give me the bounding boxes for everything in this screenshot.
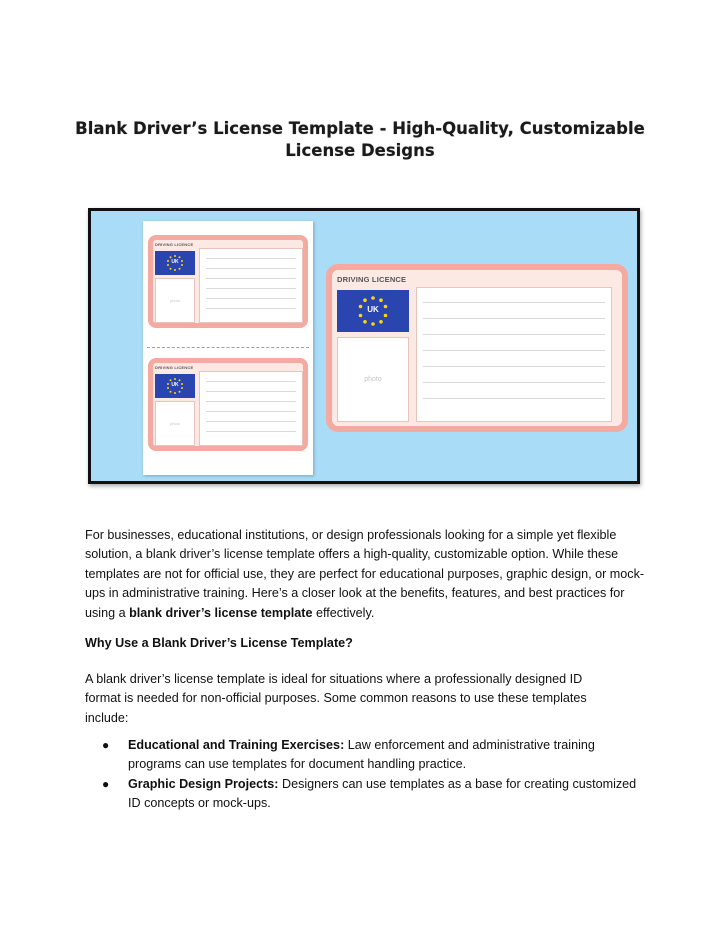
list-item-term: Educational and Training Exercises:: [128, 738, 345, 752]
intro-bold-term: blank driver’s license template: [129, 605, 313, 620]
card-header: DRIVING LICENCE: [155, 365, 194, 370]
eu-flag-icon: [337, 290, 409, 332]
licence-card-large: [326, 264, 628, 432]
list-item-term: Graphic Design Projects:: [128, 776, 279, 791]
benefits-list: [102, 736, 647, 814]
section-paragraph: A blank driver’s license template is ideal for situations where a professionally designed ID format is needed for non-official purposes. Some common reasons to use these templates include:: [85, 672, 587, 725]
photo-box: photo: [155, 278, 195, 323]
photo-box: photo: [155, 401, 195, 446]
section-heading: Why Use a Blank Driver’s License Template?: [85, 636, 353, 650]
bullet-icon: ●: [102, 738, 110, 752]
bullet-icon: ●: [102, 776, 110, 791]
list-item: [102, 736, 647, 775]
license-template-image: [88, 208, 640, 484]
card-header: DRIVING LICENCE: [155, 242, 194, 247]
flag-label: UK: [367, 305, 379, 314]
intro-text: For businesses, educational institutions, or design professionals looking for a simple yet flexible solution, a blank driver’s license template offers a high-quality, customizable option. While these templates are not for official use, they are perfect for educational purposes, graphic design, or mock-ups in administrative training. Here’s a closer look at the benefits, features, and best practices for using a: [85, 528, 645, 620]
printable-sheet: [143, 221, 313, 475]
card-header: DRIVING LICENCE: [337, 275, 407, 284]
details-lines: [416, 287, 612, 422]
intro-paragraph: [85, 526, 645, 623]
photo-box: photo: [337, 337, 409, 422]
licence-card-small-top: [148, 235, 308, 328]
page-title: Blank Driver’s License Template - High-Quality, Customizable License Designs: [75, 119, 645, 160]
list-item-text: Law enforcement and administrative training programs can use templates for document handling practice.: [128, 738, 595, 772]
eu-flag-icon: [155, 374, 195, 398]
cut-line: [147, 347, 309, 348]
details-lines: [199, 371, 303, 446]
eu-flag-icon: [155, 251, 195, 275]
list-item-text: Designers can use templates as a base for creating customized ID concepts or mock-ups.: [128, 776, 637, 811]
licence-card-small-bottom: [148, 358, 308, 451]
list-item: [102, 775, 647, 814]
flag-label: UK: [171, 382, 179, 388]
details-lines: [199, 248, 303, 323]
flag-label: UK: [171, 259, 179, 265]
intro-text-end: effectively.: [312, 605, 375, 620]
